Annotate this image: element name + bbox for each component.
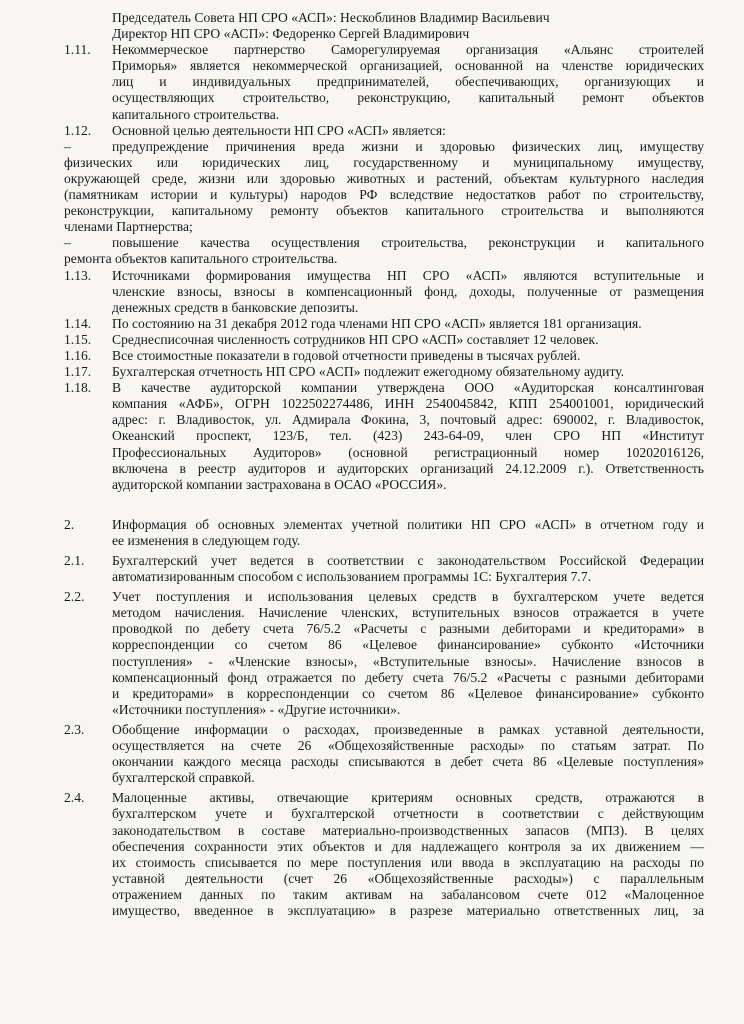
text-line: законодательством в составе материально-производственных запасов (МПЗ). В целях — [112, 822, 704, 838]
text-line: проводкой по дебету счета 76/5.2 «Расчеты с разными дебиторами и кредиторами» в — [112, 621, 704, 637]
text-line: уставной деятельности (счет 26 «Общехозяйственные расходы») с параллельным — [112, 870, 704, 886]
text-line: компания «АФБ», ОГРН 1022502274486, ИНН 2540045842, КПП 254001001, юридический — [112, 396, 704, 412]
section-2-2 — [64, 589, 704, 718]
text-line: Малоценные активы, отвечающие критериям основных средств, отражаются в — [112, 790, 704, 806]
section-1-14 — [64, 316, 704, 332]
text-line: Основной целью деятельности НП СРО «АСП» является: — [112, 122, 446, 138]
goal-item-2 — [64, 235, 704, 267]
text-line: их стоимость списывается по мере поступления или ввода в эксплуатацию на расходы по — [112, 854, 704, 870]
dash-bullet: – — [64, 138, 71, 154]
text-line: компенсационный фонд отражается по дебету счета 76/5.2 «Расчеты с разными дебиторами — [112, 669, 704, 685]
section-number: 1.13. — [64, 267, 92, 283]
section-1-13 — [64, 268, 704, 316]
text-line: Бухгалтерский учет ведется в соответствии с законодательством Российской Федерации — [112, 553, 704, 568]
text-line: поступления» - «Членские взносы», «Вступительные взносы». Начисление взносов в — [112, 653, 704, 669]
text-line: Среднесписочная численность сотрудников НП СРО «АСП» составляет 12 человек. — [112, 331, 599, 347]
text-line: По состоянию на 31 декабря 2012 года членами НП СРО «АСП» является 181 организация. — [112, 315, 642, 331]
section-number: 2.4. — [64, 790, 85, 806]
text-line: осуществляется на счете 26 «Общехозяйственные расходы» по статьям затрат. По — [112, 738, 704, 754]
text-line: В качестве аудиторской компании утверждена ООО «Аудиторская консалтинговая — [112, 380, 704, 396]
text-line: предупреждение причинения вреда жизни и здоровью физических лиц, имуществу — [112, 138, 704, 154]
section-1-16 — [64, 348, 704, 364]
section-number: 2.3. — [64, 721, 85, 737]
section-number: 1.14. — [64, 315, 92, 331]
dash-bullet: – — [64, 235, 71, 251]
section-number: 1.17. — [64, 364, 92, 380]
text-line: повышение качества осуществления строительства, реконструкции и капитального — [112, 235, 704, 251]
header-director: Директор НП СРО «АСП»: Федоренко Сергей Владимирович — [112, 26, 470, 42]
text-line: реконструкции, капитальному ремонту объектов капитального строительства и выполняются — [64, 203, 704, 219]
section-2-1 — [64, 553, 704, 585]
text-line: Учет поступления и использования целевых средств в бухгалтерском учете ведется — [112, 589, 704, 605]
section-2-4 — [64, 790, 704, 919]
text-line: автоматизированным способом с использованием программы 1С: Бухгалтерия 7.7. — [112, 569, 592, 585]
section-number: 2.2. — [64, 589, 85, 605]
text-line: отражением данных по таким активам на забалансовом счете 012 «Малоценное — [112, 886, 704, 902]
text-line: Обобщение информации о расходах, произведенные в рамках уставной деятельности, — [112, 721, 704, 737]
header-chairman: Председатель Совета НП СРО «АСП»: Нескоблинов Владимир Васильевич — [112, 10, 550, 25]
text-line: имущество, введенное в эксплуатацию» в разрезе материально ответственных лиц, за — [112, 902, 704, 918]
text-line: окончании каждого месяца расходы списываются в дебет счета 86 «Целевые поступления» — [112, 754, 704, 770]
section-2 — [64, 517, 704, 549]
text-line: ее изменения в следующем году. — [112, 532, 301, 548]
text-line: физических или юридических лиц, государственному и муниципальному имуществу, — [64, 154, 704, 170]
text-line: (памятникам истории и культуры) народов РФ вследствие недостатков работ по строительству, — [64, 187, 704, 203]
text-line: членами Партнерства; — [64, 219, 193, 235]
text-line: аудиторской компании застрахована в ОСАО «РОССИЯ». — [112, 476, 447, 492]
text-line: денежных средств в банковские депозиты. — [112, 299, 359, 315]
text-line: Бухгалтерская отчетность НП СРО «АСП» подлежит ежегодному обязательному аудиту. — [112, 364, 625, 380]
text-line: корреспонденции со счетом 86 «Целевое финансирование» субконто «Источники — [112, 637, 704, 653]
section-number: 2. — [64, 516, 75, 532]
text-line: «Источники поступления» - «Другие источники». — [112, 701, 401, 717]
text-line: обеспечения сохранности этих объектов и для надлежащего контроля за их движением — — [112, 838, 704, 854]
text-line: Профессиональных Аудиторов» (основной регистрационный номер 10202016126, — [112, 444, 704, 460]
section-1-12 — [64, 123, 704, 139]
section-2-3 — [64, 722, 704, 786]
text-line: Океанский проспект, 123/Б, тел. (423) 243-64-09, член СРО НП «Институт — [112, 428, 704, 444]
section-number: 2.1. — [64, 553, 85, 568]
section-1-17 — [64, 364, 704, 380]
text-line: Некоммерческое партнерство Саморегулируемая организация «Альянс строителей — [112, 42, 704, 58]
text-line: бухгалтерской справкой. — [112, 770, 255, 786]
text-line: методом начисления. Начисление членских, вступительных взносов отражается в учете — [112, 605, 704, 621]
text-line: лиц и индивидуальных предпринимателей, обеспечивающих, организующих и — [112, 74, 704, 90]
text-line: членские взносы, взносы в компенсационный фонд, доходы, полученные от размещения — [112, 283, 704, 299]
text-line: ремонта объектов капитального строительства. — [64, 251, 338, 267]
section-1-18 — [64, 380, 704, 493]
section-number: 1.15. — [64, 331, 92, 347]
text-line: Источниками формирования имущества НП СРО «АСП» являются вступительные и — [112, 267, 704, 283]
section-number: 1.16. — [64, 347, 92, 363]
goal-item-1 — [64, 139, 704, 236]
text-line: осуществляющих строительство, реконструкцию, капитальный ремонт объектов — [112, 90, 704, 106]
text-line: Информация об основных элементах учетной политики НП СРО «АСП» в отчетном году и — [112, 516, 704, 532]
text-line: капитального строительства. — [112, 106, 280, 122]
text-line: и кредиторами» в корреспонденции со счетом 86 «Целевое финансирование» субконто — [112, 685, 704, 701]
section-number: 1.18. — [64, 380, 92, 396]
section-1-15 — [64, 332, 704, 348]
section-number: 1.11. — [64, 42, 91, 58]
text-line: окружающей среде, жизни или здоровью животных и растений, объектам культурного наследия — [64, 170, 704, 186]
text-line: Все стоимостные показатели в годовой отчетности приведены в тысячах рублей. — [112, 347, 581, 363]
text-line: бухгалтерском учете и бухгалтерской отчетности в соответствии с действующим — [112, 806, 704, 822]
section-1-11 — [64, 42, 704, 122]
text-line: включена в реестр аудиторов и аудиторских организаций 24.12.2009 г.). Ответственность — [112, 460, 704, 476]
text-line: Приморья» является некоммерческой организацией, основанной на членстве юридических — [112, 58, 704, 74]
section-number: 1.12. — [64, 122, 92, 138]
text-line: адрес: г. Владивосток, ул. Адмирала Фокина, 3, почтовый адрес: 690002, г. Владивосток, — [112, 412, 704, 428]
